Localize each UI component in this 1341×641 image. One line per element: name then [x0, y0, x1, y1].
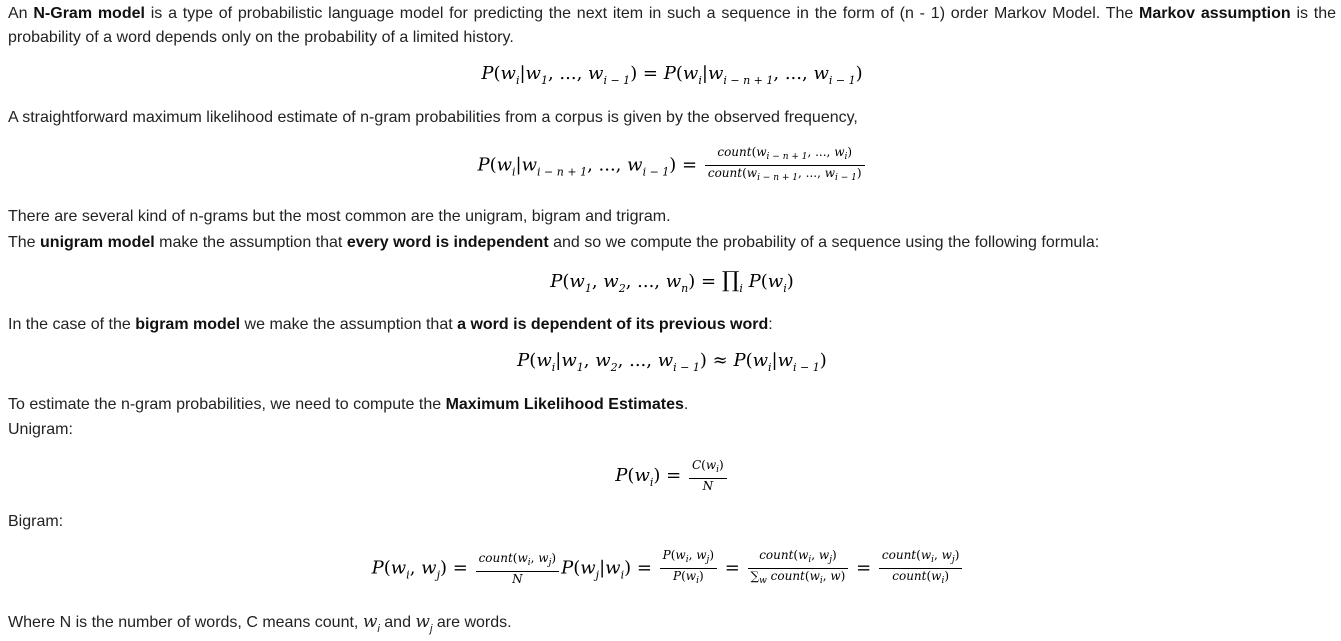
bigram-sum-fraction: $\frac{count(w_i, w_j)}{\sum_w count(w_i, w)}$: [748, 548, 849, 589]
bigram-count-fraction: $\frac{count(w_i, w_j)}{count(w_i)}$: [879, 548, 963, 589]
estimate-sentence: To estimate the n-gram probabilities, we need to compute the Maximum Likelihood Estimates.: [8, 396, 689, 413]
bigram-joint-fraction: $\frac{count(w_i, w_j)}{N}$: [476, 551, 560, 587]
final-sentence: Where N is the number of words, C means count, $w_i$ and $w_j$ are words.: [8, 612, 512, 635]
equation-unigram-product: $P(w_1$, $w_2$, ..., $w_n$) = $\prod_i$ $P(w_i)$: [550, 268, 794, 295]
intro-bold-markov-assumption: Markov assumption: [1139, 5, 1291, 22]
bold-unigram-model: unigram model: [40, 234, 155, 251]
mle-sentence: A straightforward maximum likelihood estimate of n-gram probabilities from a corpus is given by the observed frequency,: [8, 109, 858, 126]
equation-bigram-mle: $P(w_i$, $w_j$) = $\frac{count(w_i, w_j)}{N}$ $P(w_j|w_i)$ = $\frac{P(w_i, w_j)}{P(w_i)}$ = $\frac{count(w_i, w_j)}{\sum_w count(w_i, w)}$ = $\frac{count(w_i, w_j)}{count(w_i)}$: [4, 548, 1332, 589]
ngram-mle-fraction: $\frac{count(w_{i - n + 1}, ..., w_i)}{count(w_{i - n + 1}, ..., w_{i - 1})}$: [705, 145, 865, 186]
intro-text-1: An: [8, 5, 34, 22]
math-w-j: w: [415, 612, 430, 632]
equation-markov-assumption: $P(w_i|w_1$, ..., $w_{i - 1}) = P(w_i|w_{i - n + 1}$, ..., $w_{i - 1}$): [481, 63, 863, 87]
intro-text-3: is the probability of a word depends only on the probability of a limited history.: [8, 5, 1337, 46]
bigram-label: Bigram:: [8, 513, 64, 530]
equation-ngram-mle: $P(w_i|w_{i - n + 1}$, ..., $w_{i - 1}$) = $\frac{count(w_{i - n + 1}, ..., w_i)}{count(w_{i - n + 1}, ..., w_{i - 1})}$: [8, 145, 1336, 186]
intro-bold-ngram-model: N-Gram model: [33, 5, 145, 22]
bold-every-word-independent: every word is independent: [346, 234, 549, 251]
bold-bigram-model: bigram model: [135, 316, 241, 333]
unigram-mle-fraction: $\frac{C(w_i)}{N}$: [689, 458, 727, 494]
unigram-model-sentence: The unigram model make the assumption that every word is independent and so we compute the probability of a sequence using the following formula:: [8, 234, 1100, 251]
bold-word-dependent-previous: a word is dependent of its previous word: [457, 316, 769, 333]
equation-unigram-mle: $P(w_i)$ = $\frac{C(w_i)}{N}$: [8, 458, 1336, 494]
bigram-model-sentence: In the case of the bigram model we make the assumption that a word is dependent of its previous word:: [8, 316, 773, 333]
bold-mle: Maximum Likelihood Estimates: [445, 396, 684, 413]
kinds-sentence: There are several kind of n-grams but the most common are the unigram, bigram and trigram.: [8, 208, 671, 225]
math-w-i: w: [362, 612, 378, 632]
unigram-label: Unigram:: [8, 421, 73, 438]
bigram-conditional-fraction: $\frac{P(w_i, w_j)}{P(w_i)}$: [660, 548, 717, 589]
intro-paragraph: [8, 2, 1336, 50]
intro-text-2: is a type of probabilistic language model for predicting the next item in such a sequence in the form of (n - 1) order Markov Model. The: [144, 5, 1140, 22]
equation-bigram-assumption: $P(w_i|w_1$, $w_2$, ..., $w_{i - 1}) \approx P(w_i|w_{i - 1})$: [517, 350, 827, 374]
